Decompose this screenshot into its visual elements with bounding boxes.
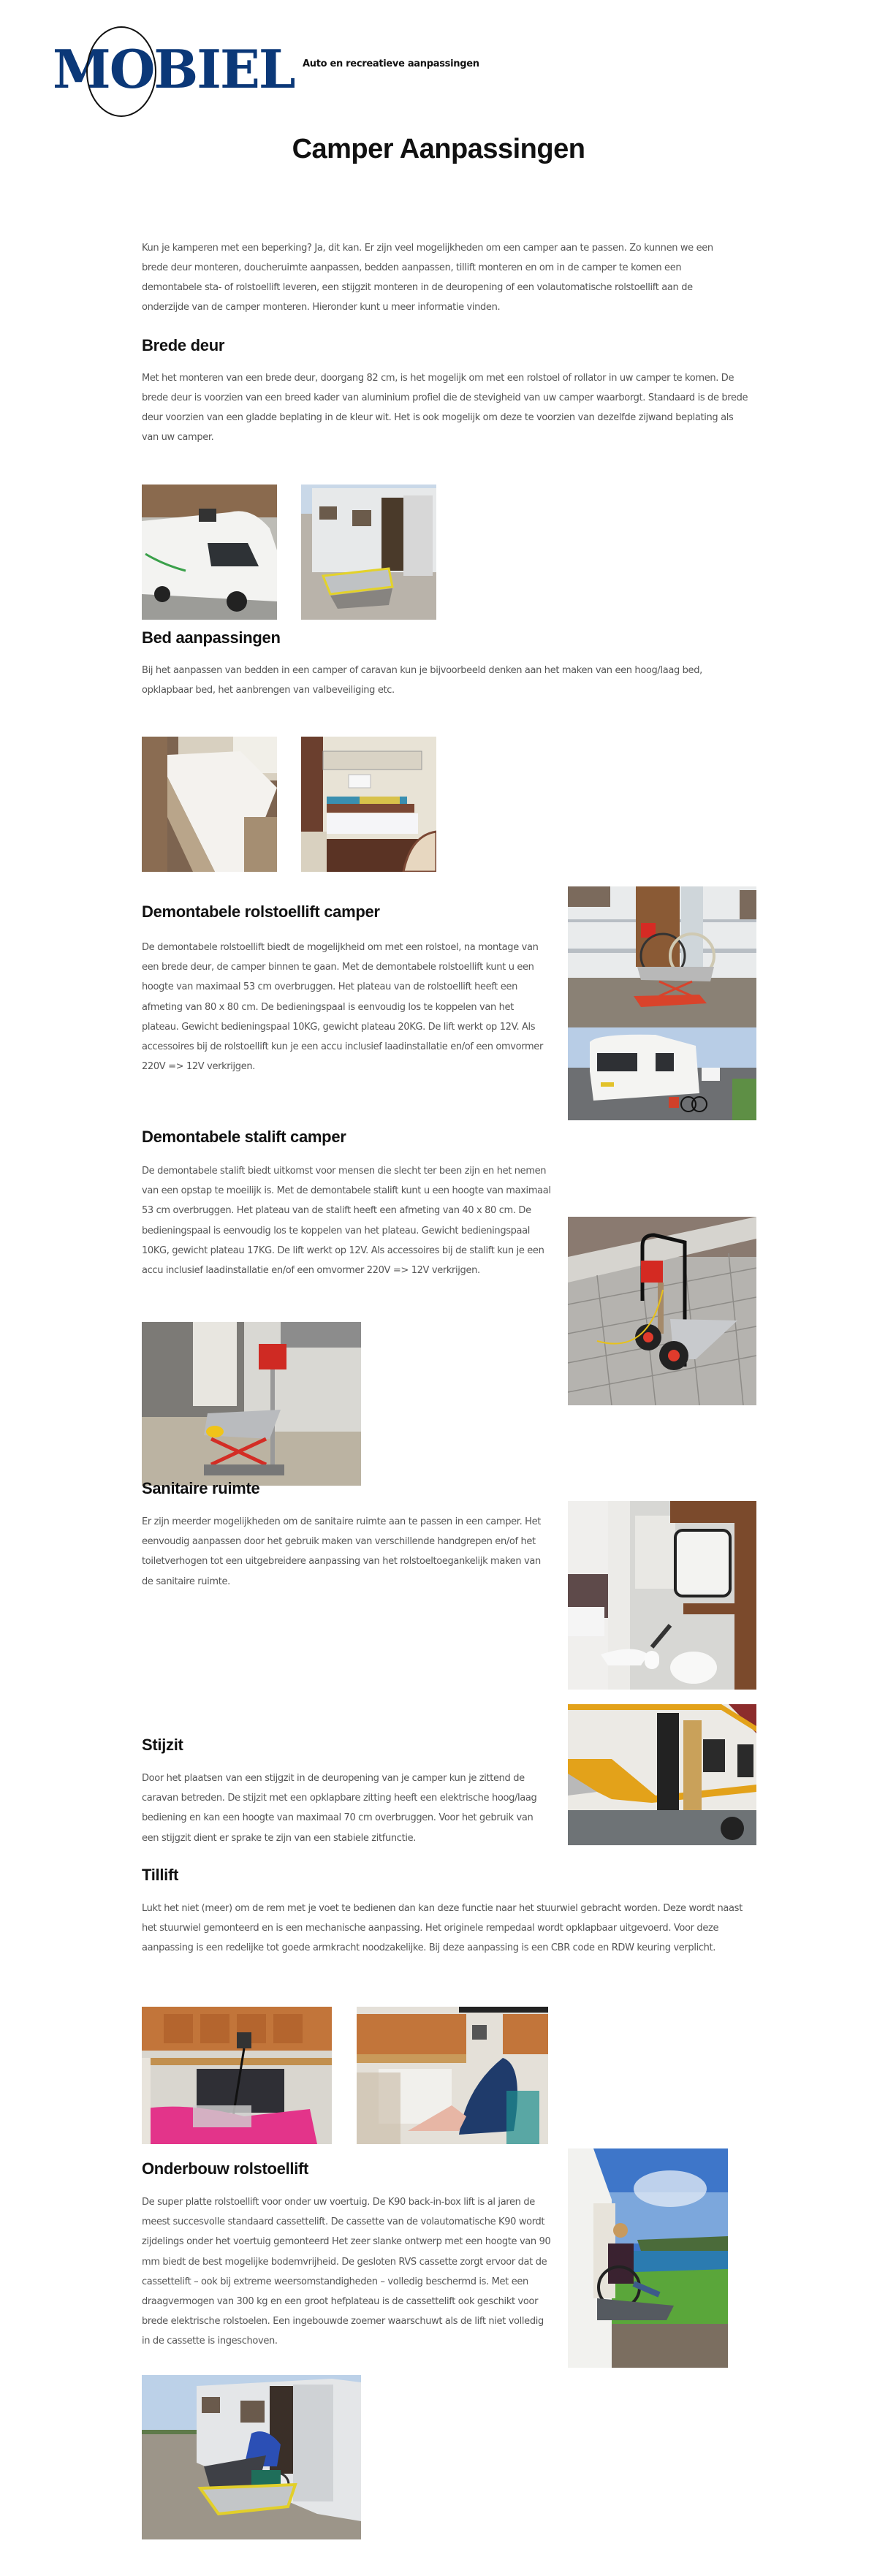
section-heading-brede-deur: Brede deur [142, 336, 225, 354]
camper-stijgzit-door-photo [568, 1704, 756, 1845]
section-heading-onderbouw: Onderbouw rolstoellift [142, 2159, 309, 2178]
section-text-sanitaire: Er zijn meerder mogelijkheden om de sanitaire ruimte aan te passen in een camper. Het eenvoudig aanpassen door het gebruik maken van verschillende handgrepen en/of het toiletverhogen tot een uitgebreidere aanpassing van het rolstoeltoegankelijk maken van de sanitaire ruimte. [142, 1516, 541, 1587]
coastal-wheelchair-lift-photo [568, 2148, 728, 2368]
stalift-trolley-photo [568, 1217, 756, 1405]
white-camper-photo [142, 485, 277, 620]
caravan-wheelchair-lift-photo [568, 1027, 756, 1120]
section-text-tillift: Lukt het niet (meer) om de rem met je voet te bedienen dan kan deze functie naar het stuurwiel gebracht worden. Deze wordt naast het stuurwiel gemonteerd en is een mechanische aanpassing. Het originele rempedaal wordt opklapbaar uitgevoerd. Voor deze aanpassing is een redelijke tot goede armkracht noodzakelijke. Bij deze aanpassing is een CBR code en RDW keuring verplicht. [142, 1903, 743, 1953]
camper-bathroom-photo [568, 1501, 756, 1690]
camper-wide-door-lift-photo [301, 485, 436, 620]
wheelchair-lift-closeup-photo [568, 886, 756, 1027]
section-text-stalift: De demontabele stalift biedt uitkomst voor mensen die slecht ter been zijn en het nemen van een opstap te moeilijk is. Met de demontabele stalift kunt u een hoogte van maximaal 53 cm overbruggen. Het plateau van de stalift heeft een afmeting van 40 x 80 cm. De bedieningspaal is eenvoudig los te koppelen van het plateau. Gewicht bedieningspaal 10KG, gewicht plateau 17KG. De lift werkt op 12V. Als accessoires bij de stalift kun je een accu inclusief laadinstallatie en/of een omvormer 220V => 12V verkrijgen. [142, 1166, 551, 1277]
electric-wheelchair-lift-photo [142, 2375, 361, 2539]
section-heading-rolstoellift: Demontabele rolstoellift camper [142, 903, 380, 921]
stalift-at-caravan-photo [142, 1322, 361, 1486]
intro-paragraph: Kun je kamperen met een beperking? Ja, dit kan. Er zijn veel mogelijkheden om een camper aan te passen. Zo kunnen we een brede deur monteren, doucheruimte aanpassen, bedden aanpassen, tillift monteren en om in de camper te komen een demontabele sta- of rolstoellift leveren, een stijgzit monteren in de deuropening of een volautomatische rolstoellift aan de onderzijde van de camper monteren. Hieronder kunt u meer informatie vinden. [142, 243, 713, 313]
logo[interactable] [50, 23, 295, 111]
logo-text: MOBIEL [53, 38, 295, 100]
tillift-bed-photo [142, 2007, 332, 2144]
single-bed-photo [142, 737, 277, 872]
section-heading-stalift: Demontabele stalift camper [142, 1128, 346, 1146]
section-text-rolstoellift: De demontabele rolstoellift biedt de mogelijkheid om met een rolstoel, na montage van een brede deur, de camper binnen te gaan. Met de demontabele rolstoellift kunt u een hoogte van maximaal 53 cm overbruggen. Het plateau van de rolstoellift heeft een afmeting van 80 x 80 cm. De bedieningspaal is eenvoudig los te koppelen van het plateau. Gewicht bedieningspaal 10KG, gewicht plateau 20KG. De lift werkt op 12V. Als accessoires bij de rolstoellift kun je een accu inclusief laadinstallatie en/of een omvormer 220V => 12V verkrijgen. [142, 942, 543, 1073]
section-heading-stijzit: Stijzit [142, 1736, 183, 1754]
page-title: Camper Aanpassingen [292, 134, 585, 164]
section-heading-sanitaire: Sanitaire ruimte [142, 1479, 260, 1497]
section-text-onderbouw: De super platte rolstoellift voor onder uw voertuig. De K90 back-in-box lift is al jaren de meest succesvolle standaard cassettelift. De cassette van de volautomatische K90 wordt zijdelings onder het voertuig gemonteerd Het zeer slanke ontwerp met een hoogte van 90 mm biedt de best mogelijke bodemvrijheid. De gesloten RVS cassette zorgt ervoor dat de cassettelift – ook bij extreme weersomstandigheden – volledig beschermd is. Met een draagvermogen van 300 kg en een groot hefplateau is de cassettelift ook geschikt voor brede elektrische rolstoelen. Een ingebouwde zoemer waarschuwt als de lift niet volledig in de cassette is ingeschoven. [142, 2197, 551, 2347]
camper-bed-interior-photo [301, 737, 436, 872]
section-text-brede-deur: Met het monteren van een brede deur, doorgang 82 cm, is het mogelijk om met een rolstoel of rollator in uw camper te komen. De brede deur is voorzien van een breed kader van aluminium profiel die de stevigheid van uw camper waarborgt. Standaard is de brede deur voorzien van een gladde beplating in de kleur wit. Het is ook mogelijk om deze te voorzien van dezelfde zijwand beplating als van uw camper. [142, 373, 748, 443]
section-text-stijzit: Door het plaatsen van een stijgzit in de deuropening van je camper kun je zittend de caravan betreden. De stijzit met een opklapbare zitting heeft een elektrische hoog/laag bediening en kan een hoogte van maximaal 70 cm overbruggen. Voor het gebruik van een stijgzit dient er sprake te zijn van een stabiele zitfunctie. [142, 1773, 537, 1844]
tillift-sling-photo [357, 2007, 548, 2144]
section-heading-tillift: Tillift [142, 1866, 179, 1884]
section-text-bed-aanpassingen: Bij het aanpassen van bedden in een camper of caravan kun je bijvoorbeeld denken aan het maken van een hoog/laag bed, opklapbaar bed, het aanbrengen van valbeveiliging etc. [142, 665, 702, 696]
site-tagline: Auto en recreatieve aanpassingen [303, 58, 479, 69]
logo-ellipse-icon [86, 26, 156, 117]
section-heading-bed-aanpassingen: Bed aanpassingen [142, 628, 281, 647]
